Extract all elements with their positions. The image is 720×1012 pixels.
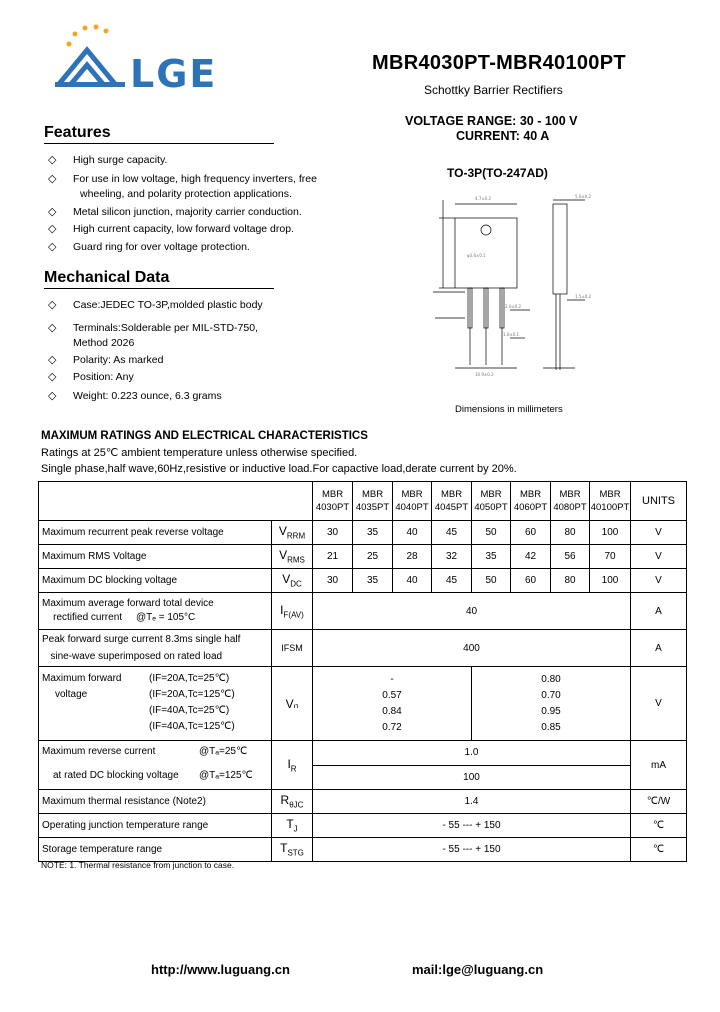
row-symbol: $R_{\theta JC}$: [272, 790, 313, 814]
svg-text:φ3.6±0.1: φ3.6±0.1: [467, 253, 486, 258]
ratings-note-ambient: Ratings at 25℃ ambient temperature unless otherwise specified.: [41, 447, 358, 459]
row-symbol: $V_{DC}$: [272, 569, 313, 593]
row-symbol: $V_{RMS}$: [272, 545, 313, 569]
table-header-row: [39, 482, 687, 521]
table-cell: 30: [313, 521, 353, 545]
row-unit: V: [631, 545, 687, 569]
row-unit: A: [631, 630, 687, 667]
table-row: [39, 790, 687, 814]
row-unit: V: [631, 521, 687, 545]
table-cell: 100: [590, 521, 631, 545]
model-header: MBR 4035PT: [353, 482, 393, 521]
row-unit: A: [631, 593, 687, 630]
svg-text:1.0±0.1: 1.0±0.1: [503, 332, 520, 337]
table-cell: 45: [432, 569, 472, 593]
logo: [55, 20, 130, 90]
row-symbol: $I_{F(AV)}$: [272, 593, 313, 630]
table-cell: 45: [432, 521, 472, 545]
row-symbol: $V_{RRM}$: [272, 521, 313, 545]
features-title: Features: [44, 124, 111, 141]
row-description: Maximum reverse current @Tₐ=25℃ at rated DC blocking voltage @Tₐ=125℃: [39, 741, 272, 790]
row-unit: V: [631, 569, 687, 593]
product-subtitle: Schottky Barrier Rectifiers: [424, 83, 563, 97]
svg-text:4.7±0.2: 4.7±0.2: [475, 196, 492, 201]
row-description: Maximum RMS Voltage: [39, 545, 272, 569]
part-number: MBR4030PT-MBR40100PT: [372, 52, 626, 74]
table-cell: 28: [393, 545, 432, 569]
table-cell: 35: [353, 521, 393, 545]
table-row: [39, 521, 687, 545]
model-header: MBR 4045PT: [432, 482, 472, 521]
table-row: [39, 667, 687, 741]
table-row: [39, 814, 687, 838]
row-description: Operating junction temperature range: [39, 814, 272, 838]
table-cell: - 55 --- + 150: [313, 814, 631, 838]
table-cell: 56: [551, 545, 590, 569]
table-row: [39, 593, 687, 630]
model-header: MBR 4040PT: [393, 482, 432, 521]
row-unit: mA: [631, 741, 687, 790]
ratings-table: [38, 481, 687, 862]
header-blank: [39, 482, 313, 521]
table-cell: 80: [551, 521, 590, 545]
model-header: MBR 4030PT: [313, 482, 353, 521]
row-symbol: $T_J$: [272, 814, 313, 838]
row-description: Maximum DC blocking voltage: [39, 569, 272, 593]
svg-text:5.0±0.2: 5.0±0.2: [575, 194, 592, 199]
mechanical-title: Mechanical Data: [44, 269, 170, 286]
table-cell: 100: [590, 569, 631, 593]
table-cell: 21: [313, 545, 353, 569]
vf-left-values: - 0.57 0.84 0.72: [313, 667, 472, 741]
dimensions-caption: Dimensions in millimeters: [455, 404, 563, 415]
mechanical-divider: [44, 288, 274, 289]
row-description: Maximum recurrent peak reverse voltage: [39, 521, 272, 545]
table-cell: 30: [313, 569, 353, 593]
svg-text:1.5±0.2: 1.5±0.2: [575, 294, 592, 299]
table-cell: 40: [313, 593, 631, 630]
table-cell: 1.0: [313, 741, 631, 766]
row-description: Storage temperature range: [39, 838, 272, 862]
logo-mark-icon: [55, 20, 130, 90]
svg-text:2.0±0.2: 2.0±0.2: [505, 304, 522, 309]
table-cell: 1.4: [313, 790, 631, 814]
row-description: Maximum average forward total device rectified current @Tₑ = 105°C: [39, 593, 272, 630]
logo-text: LGE: [130, 52, 218, 96]
row-unit: V: [631, 667, 687, 741]
table-cell: - 55 --- + 150: [313, 838, 631, 862]
table-cell: 60: [511, 521, 551, 545]
table-cell: 50: [472, 569, 511, 593]
units-header: UNITS: [631, 482, 687, 521]
row-description: Maximum forward voltage (IF=20A,Tc=25℃) (IF=20A,Tc=125℃) (IF=40A,Tc=25℃) (IF=40A,Tc=125℃): [39, 667, 272, 741]
table-cell: 400: [313, 630, 631, 667]
model-header: MBR 4060PT: [511, 482, 551, 521]
model-header: MBR 40100PT: [590, 482, 631, 521]
row-description: Maximum thermal resistance (Note2): [39, 790, 272, 814]
table-row: [39, 838, 687, 862]
model-header: MBR 4050PT: [472, 482, 511, 521]
row-unit: ℃: [631, 814, 687, 838]
row-symbol: IFSM: [272, 630, 313, 667]
voltage-range: VOLTAGE RANGE: 30 - 100 V: [405, 114, 578, 128]
table-row: [39, 741, 687, 766]
footer-url-link[interactable]: http://www.luguang.cn: [151, 962, 290, 977]
footer-mail-link[interactable]: mail:lge@luguang.cn: [412, 962, 544, 977]
package-outline-drawing: [425, 190, 615, 400]
row-symbol: $I_R$: [272, 741, 313, 790]
table-cell: 35: [353, 569, 393, 593]
table-row: [39, 569, 687, 593]
vf-right-values: 0.80 0.70 0.95 0.85: [472, 667, 631, 741]
footnote: NOTE: 1. Thermal resistance from junction to case.: [41, 860, 235, 870]
model-header: MBR 4080PT: [551, 482, 590, 521]
ratings-title: MAXIMUM RATINGS AND ELECTRICAL CHARACTERISTICS: [41, 430, 368, 442]
features-divider: [44, 143, 274, 144]
table-row: [39, 630, 687, 667]
table-row: [39, 545, 687, 569]
table-cell: 42: [511, 545, 551, 569]
table-cell: 35: [472, 545, 511, 569]
table-cell: 100: [313, 765, 631, 790]
row-unit: ℃/W: [631, 790, 687, 814]
ratings-note-load: Single phase,half wave,60Hz,resistive or inductive load.For capactive load,derate current by 20%.: [41, 463, 517, 475]
table-cell: 32: [432, 545, 472, 569]
table-cell: 40: [393, 521, 432, 545]
table-cell: 50: [472, 521, 511, 545]
table-cell: 80: [551, 569, 590, 593]
svg-text:10.9±0.2: 10.9±0.2: [475, 372, 494, 377]
package-name: TO-3P(TO-247AD): [447, 166, 548, 180]
table-cell: 70: [590, 545, 631, 569]
table-cell: 60: [511, 569, 551, 593]
table-cell: 40: [393, 569, 432, 593]
row-description: Peak forward surge current 8.3ms single half sine-wave superimposed on rated load: [39, 630, 272, 667]
row-symbol: Vₙ: [272, 667, 313, 741]
row-unit: ℃: [631, 838, 687, 862]
row-symbol: $T_{STG}$: [272, 838, 313, 862]
current-rating: CURRENT: 40 A: [456, 129, 550, 143]
package-drawing-icon: [425, 190, 615, 400]
table-cell: 25: [353, 545, 393, 569]
